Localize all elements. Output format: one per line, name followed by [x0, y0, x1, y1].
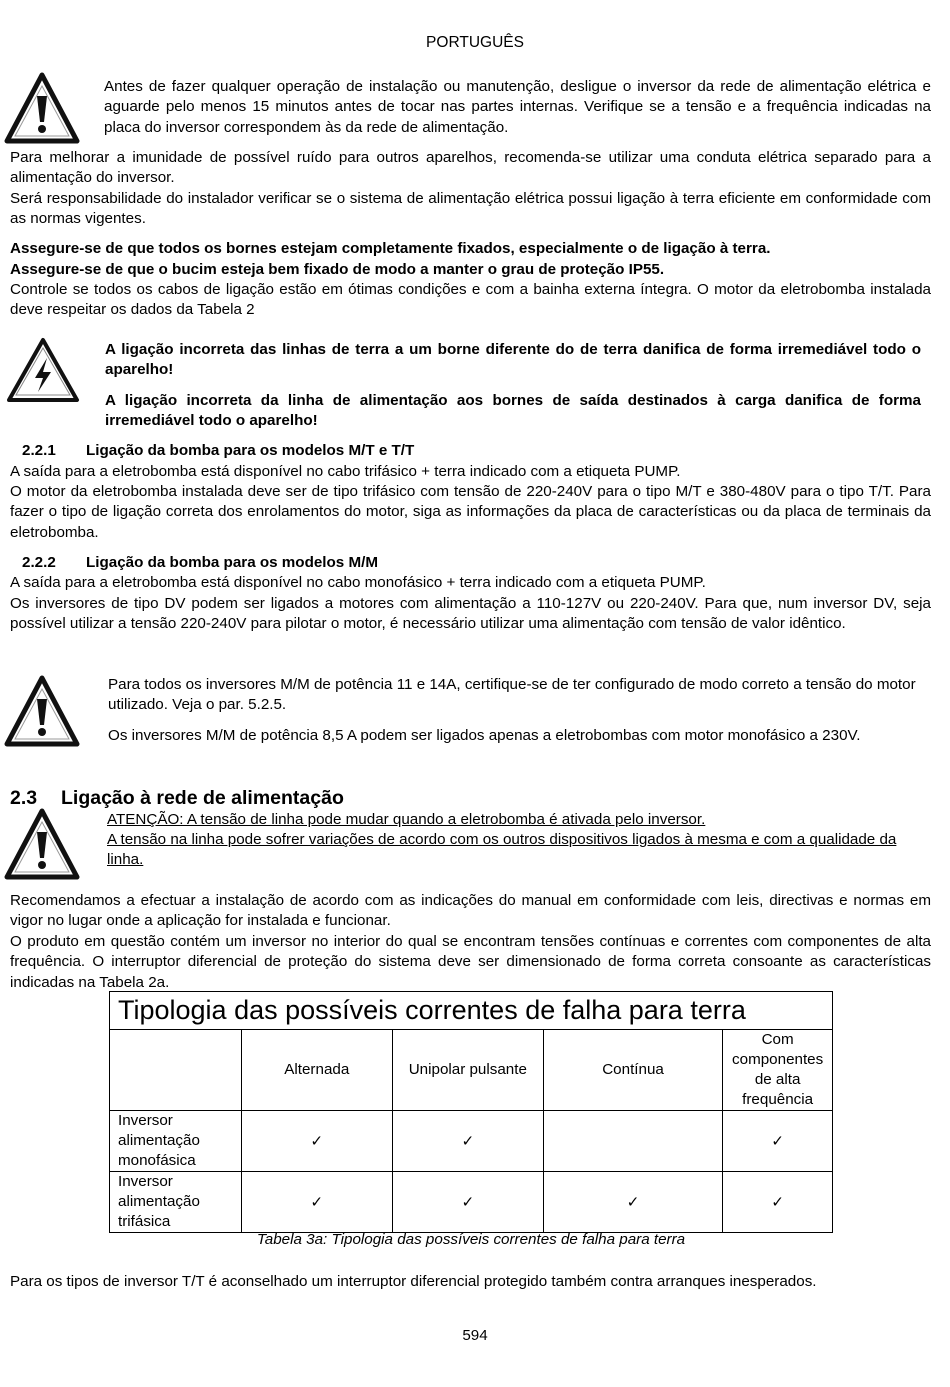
paragraph-grounding: Será responsabilidade do instalador verificar se o sistema de alimentação elétrica possui ligação à terra eficiente em conformidade com as normas vigentes. — [10, 190, 931, 228]
check-icon: ✓ — [241, 1172, 392, 1233]
check-icon: ✓ — [723, 1111, 833, 1172]
warning-installation-text: Antes de fazer qualquer operação de instalação ou manutenção, desligue o inversor da rede de alimentação elétrica e aguarde pelo menos 15 minutos antes de tocar nas partes internas. Verifique se a tensão e a frequência indicadas na placa do inversor correspondem às da rede de alimentação. — [104, 78, 931, 136]
section-222-heading — [22, 553, 378, 573]
paragraph-cables: Controle se todos os cabos de ligação estão em ótimas condições e com a bainha externa íntegra. O motor da eletrobomba instalada deve respeitar os dados da Tabela 2 — [10, 281, 931, 319]
bold-cable-gland-note: Assegure-se de que o bucim esteja bem fixado de modo a manter o grau de proteção IP55. — [10, 261, 665, 278]
check-icon: ✓ — [723, 1172, 833, 1233]
section-23-attention: ATENÇÃO: A tensão de linha pode mudar quando a eletrobomba é ativada pelo inversor. — [107, 811, 706, 828]
warning-mm-voltage: Para todos os inversores M/M de potência 11 e 14A, certifique-se de ter configurado de modo correto a tensão do motor utilizado. Veja o par. 5.2.5. — [108, 676, 916, 714]
warning-mm-85a: Os inversores M/M de potência 8,5 A podem ser ligados apenas a eletrobombas com motor monofásico a 230V. — [108, 727, 861, 744]
table-corner-cell — [110, 1030, 242, 1111]
fault-current-table — [109, 991, 833, 1233]
table-row-label: Inversor alimentação trifásica — [110, 1172, 242, 1233]
table-col-header: Alternada — [241, 1030, 392, 1111]
section-221-p2: O motor da eletrobomba instalada deve ser de tipo trifásico com tensão de 220-240V para o tipo M/T e 380-480V para o tipo T/T. Para fazer o tipo de ligação correta dos enrolamentos do motor, siga as informações da placa de características ou da placa de terminais da eletrobomba. — [10, 483, 931, 541]
section-221-heading — [22, 441, 414, 461]
section-221-title: Ligação da bomba para os modelos M/T e T/T — [86, 442, 415, 459]
warning-triangle-icon — [4, 72, 80, 144]
paragraph-conduit: Para melhorar a imunidade de possível ruído para outros aparelhos, recomenda-se utilizar uma conduta elétrica separado para a alimentação do inversor. — [10, 149, 931, 187]
bold-terminals-note: Assegure-se de que todos os bornes estejam completamente fixados, especialmente o de ligação à terra. — [10, 240, 771, 257]
electric-hazard-icon — [5, 336, 81, 404]
page-header-language: PORTUGUÊS — [426, 34, 524, 51]
table-col-header: Unipolar pulsante — [392, 1030, 543, 1111]
final-paragraph: Para os tipos de inversor T/T é aconselhado um interruptor diferencial protegido também contra arranques inesperados. — [10, 1273, 817, 1290]
table-title: Tipologia das possíveis correntes de falha para terra — [110, 992, 833, 1030]
section-221-p1: A saída para a eletrobomba está disponível no cabo trifásico + terra indicado com a etiqueta PUMP. — [10, 463, 681, 480]
section-222-number: 2.2.2 — [22, 554, 56, 571]
table-col-header: Com componentes de alta frequência — [723, 1030, 833, 1111]
page-number: 594 — [462, 1327, 488, 1344]
section-23-heading — [10, 786, 344, 810]
check-icon: ✓ — [543, 1172, 722, 1233]
warning-triangle-icon — [4, 675, 80, 747]
table-empty-cell — [543, 1111, 722, 1172]
table-row — [110, 1172, 833, 1233]
warning-triangle-icon — [4, 808, 80, 880]
section-23-p2: O produto em questão contém um inversor no interior do qual se encontram tensões contínuas e correntes com componentes de alta frequência. O interruptor diferencial de proteção do sistema deve ser dimensionado de forma correta consoante as características indicadas na Tabela 2a. — [10, 933, 931, 991]
table-caption: Tabela 3a: Tipologia das possíveis correntes de falha para terra — [256, 1231, 686, 1248]
check-icon: ✓ — [392, 1111, 543, 1172]
section-23-number: 2.3 — [10, 787, 38, 809]
electric-warning-output: A ligação incorreta da linha de alimentação aos bornes de saída destinados à carga danifica de forma irremediável todo o aparelho! — [105, 392, 921, 430]
section-221-number: 2.2.1 — [22, 442, 56, 459]
table-col-header: Contínua — [543, 1030, 722, 1111]
table-row — [110, 1111, 833, 1172]
electric-warning-ground: A ligação incorreta das linhas de terra a um borne diferente do de terra danifica de forma irremediável todo o aparelho! — [105, 341, 921, 379]
section-222-p2: Os inversores de tipo DV podem ser ligados a motores com alimentação a 110-127V ou 220-240V. Para que, num inversor DV, seja possível utilizar a tensão 220-240V para pilotar o motor, é necessário utilizar uma alimentação com tensão de valor idêntico. — [10, 595, 931, 633]
check-icon: ✓ — [392, 1172, 543, 1233]
section-23-line-variation: A tensão na linha pode sofrer variações de acordo com os outros dispositivos ligados à mesma e com a qualidade da linha. — [107, 831, 897, 869]
table-row-label: Inversor alimentação monofásica — [110, 1111, 242, 1172]
section-222-p1: A saída para a eletrobomba está disponível no cabo monofásico + terra indicado com a etiqueta PUMP. — [10, 574, 706, 591]
section-23-title: Ligação à rede de alimentação — [61, 787, 344, 809]
section-23-p1: Recomendamos a efectuar a instalação de acordo com as indicações do manual em conformidade com leis, directivas e normas em vigor no lugar onde a aplicação for instalada e funcionar. — [10, 892, 931, 930]
section-222-title: Ligação da bomba para os modelos M/M — [86, 554, 378, 571]
check-icon: ✓ — [241, 1111, 392, 1172]
